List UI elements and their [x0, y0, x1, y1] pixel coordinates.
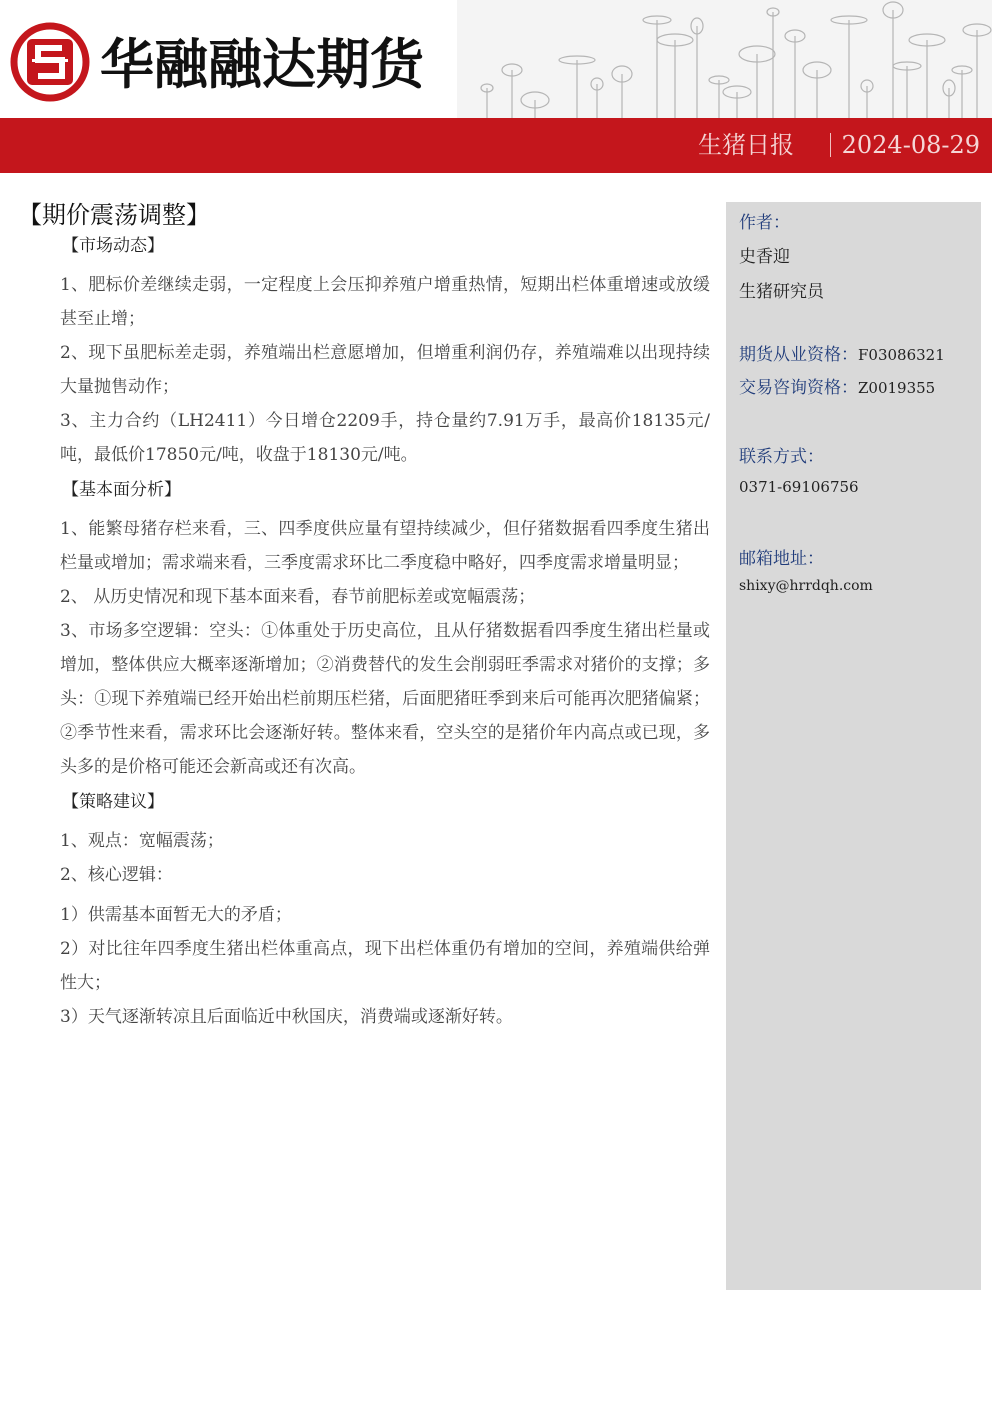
company-logo-icon [10, 22, 90, 102]
author-sidebar [726, 202, 981, 1290]
paragraph: 3、市场多空逻辑：空头：①体重处于历史高位，且从仔猪数据看四季度生猪出栏量或增加，整体供应大概率逐渐增加；②消费替代的发生会削弱旺季需求对猪价的支撑；多头：①现下养殖端已经开始出栏前期压栏猪，后面肥猪旺季到来后可能再次肥猪偏紧；②季节性来看，需求环比会逐渐好转。整体来看，空头空的是猪价年内高点或已现，多头多的是价格可能还会新高或还有次高。 [60, 621, 710, 777]
phone-number: 0371-69106756 [739, 478, 859, 496]
futures-cert-value: F03086321 [858, 346, 945, 364]
paragraph: 1）供需基本面暂无大的矛盾； [60, 905, 292, 925]
page-title: 【期价震荡调整】 [18, 201, 210, 229]
futures-cert-row [739, 340, 945, 365]
header-decoration [457, 0, 992, 118]
paragraph: 3）天气逐渐转凉且后面临近中秋国庆，消费端或逐渐好转。 [60, 1007, 513, 1027]
band-divider [830, 133, 831, 157]
consult-cert-value: Z0019355 [858, 379, 936, 397]
section-heading-strategy: 【策略建议】 [62, 792, 164, 812]
title-band [0, 118, 992, 173]
contact-label: 联系方式： [739, 447, 824, 467]
main-content [20, 198, 710, 1034]
paragraph: 1、能繁母猪存栏来看，三、四季度供应量有望持续减少，但仔猪数据看四季度生猪出栏量或增加；需求端来看，三季度需求环比二季度稳中略好，四季度需求增量明显； [60, 519, 710, 573]
section-heading-fundamentals: 【基本面分析】 [62, 480, 181, 500]
paragraph: 2、现下虽肥标差走弱，养殖端出栏意愿增加，但增重利润仍存，养殖端难以出现持续大量抛售动作； [60, 343, 710, 397]
paragraph: 3、主力合约（LH2411）今日增仓2209手，持仓量约7.91万手，最高价18135元/吨，最低价17850元/吨，收盘于18130元/吨。 [60, 411, 710, 465]
paragraph: 2、 从历史情况和现下基本面来看，春节前肥标差或宽幅震荡； [60, 587, 536, 607]
author-title: 生猪研究员 [739, 282, 824, 302]
paragraph: 2）对比往年四季度生猪出栏体重高点，现下出栏体重仍有增加的空间，养殖端供给弹性大； [60, 939, 710, 993]
report-type: 生猪日报 [698, 131, 794, 159]
company-name: 华融融达期货 [100, 33, 424, 96]
consult-cert-label: 交易咨询资格： [739, 378, 858, 398]
author-label: 作者： [739, 213, 790, 233]
consult-cert-row [739, 373, 935, 398]
paragraph: 1、观点：宽幅震荡； [60, 831, 224, 851]
email-label: 邮箱地址： [739, 549, 824, 569]
paragraph: 2、核心逻辑： [60, 865, 173, 885]
paragraph: 1、肥标价差继续走弱，一定程度上会压抑养殖户增重热情，短期出栏体重增速或放缓甚至止增； [60, 275, 710, 329]
author-name: 史香迎 [739, 247, 790, 267]
report-date: 2024-08-29 [841, 131, 980, 159]
email-address: shixy@hrrdqh.com [739, 578, 873, 594]
report-header [0, 0, 992, 118]
futures-cert-label: 期货从业资格： [739, 345, 858, 365]
section-heading-market: 【市场动态】 [62, 236, 164, 256]
